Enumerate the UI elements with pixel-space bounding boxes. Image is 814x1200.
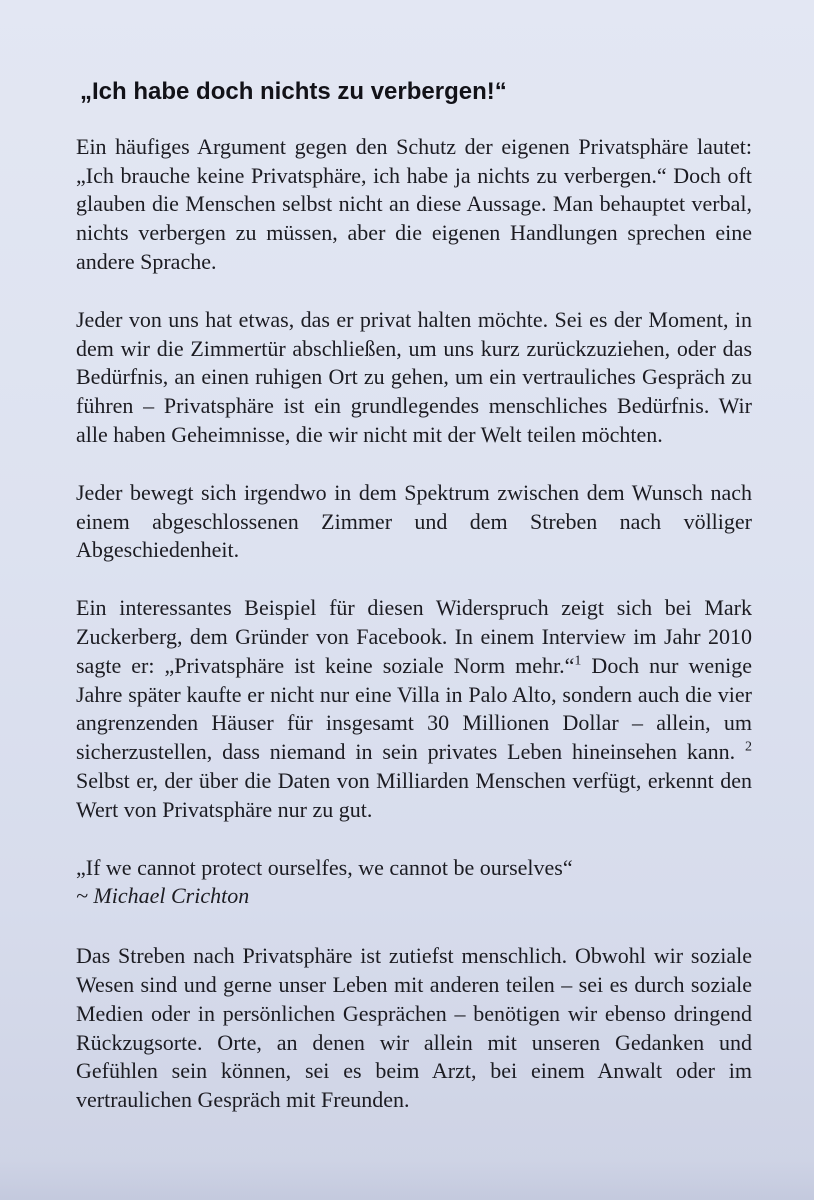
zuckerberg-text-2: Doch nur wenige Jahre später kaufte er nicht nur eine Villa in Palo Alto, sondern auch die vier angrenzenden Häuser für insgesamt 30 Millionen Dollar – allein, um sicherzustellen, dass niemand in sein privates Leben hineinsehen kann. [76,652,752,765]
zuckerberg-text-1: Ein interessantes Beispiel für diesen Widerspruch zeigt sich bei Mark Zuckerberg, dem Gründer von Facebook. In einem Interview im Jahr 2010 sagte er: „Privatsphäre ist keine soziale Norm mehr.“ [76,595,752,678]
zuckerberg-text-3: Selbst er, der über die Daten von Milliarden Menschen verfügt, erkennt den Wert von Privatsphäre nur zu gut. [76,767,752,822]
quote-text: „If we cannot protect ourselfes, we cannot be ourselves“ [76,854,573,880]
page-shadow [0,1160,814,1200]
footnote-ref-2[interactable]: 2 [745,739,752,755]
paragraph-zuckerberg [76,594,752,824]
paragraph-spectrum: Jeder bewegt sich irgendwo in dem Spektrum zwischen dem Wunsch nach einem abgeschlossenen Zimmer und dem Streben nach völliger Abgeschiedenheit. [76,479,752,563]
footnote-ref-1[interactable]: 1 [574,653,582,669]
paragraph-secrets: Jeder von uns hat etwas, das er privat halten möchte. Sei es der Moment, in dem wir die Zimmertür abschließen, um uns kurz zurückzuziehen, oder das Bedürfnis, an einen ruhigen Ort zu gehen, um ein vertrauliches Gespräch zu führen – Privatsphäre ist ein grundlegendes menschliches Bedürfnis. Wir alle haben Geheimnisse, die wir nicht mit der Welt teilen möchten. [76,306,752,447]
paragraph-argument: Ein häufiges Argument gegen den Schutz der eigenen Privatsphäre lautet: „Ich brauche keine Privatsphäre, ich habe ja nichts zu verbergen.“ Doch oft glauben die Menschen selbst nicht an diese Aussage. Man behauptet verbal, nichts verbergen zu müssen, aber die eigenen Handlungen sprechen eine andere Sprache. [76,133,752,274]
chapter-heading: „Ich habe doch nichts zu verbergen!“ [80,78,507,105]
quote-author: ~ Michael Crichton [76,883,250,909]
paragraph-closing: Das Streben nach Privatsphäre ist zutiefst menschlich. Obwohl wir soziale Wesen sind und gerne unser Leben mit anderen teilen – sei es durch soziale Medien oder in persönlichen Gesprächen – benötigen wir ebenso dringend Rückzugsorte. Orte, an denen wir allein mit unseren Gedanken und Gefühlen sein können, sei es beim Arzt, bei einem Anwalt oder im vertraulichen Gespräch mit Freunden. [76,943,752,1113]
